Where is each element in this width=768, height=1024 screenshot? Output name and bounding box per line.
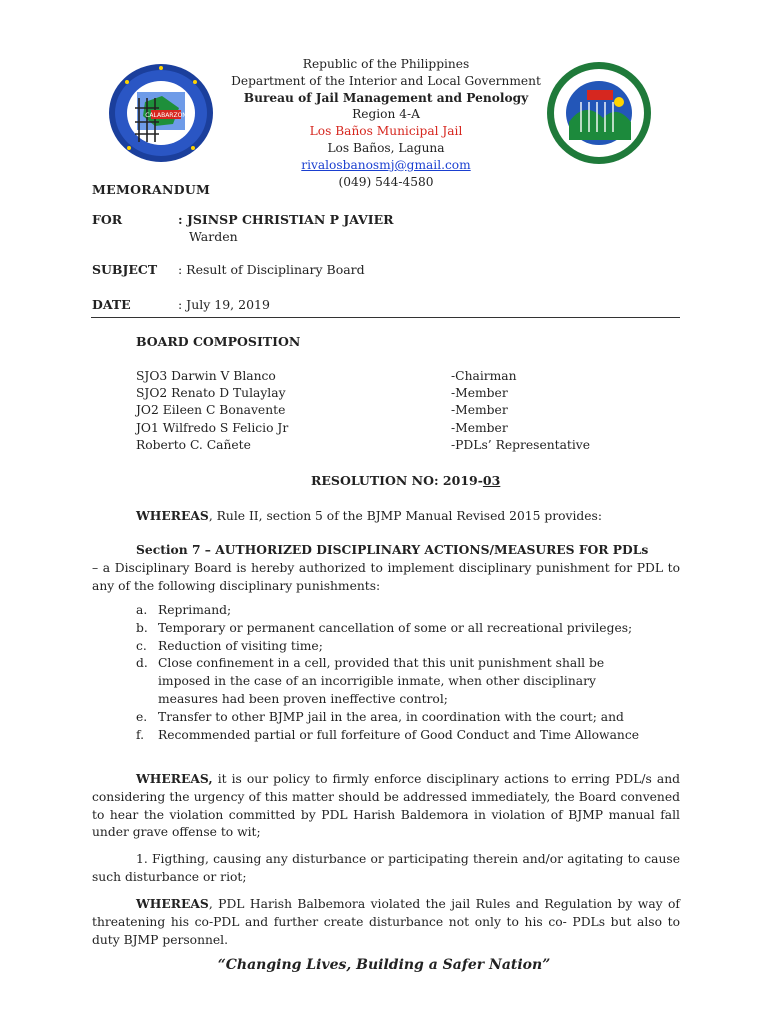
whereas-lead: WHEREAS bbox=[136, 508, 209, 523]
memo-title: MEMORANDUM bbox=[92, 182, 211, 197]
list-item: c. Reduction of visiting time; bbox=[136, 638, 323, 653]
for-label: FOR bbox=[92, 212, 123, 227]
whereas-lead: WHEREAS bbox=[136, 896, 209, 911]
whereas-paragraph-2 bbox=[92, 770, 680, 842]
list-item: b. Temporary or permanent cancellation of some or all recreational privileges; bbox=[136, 620, 633, 635]
resolution-value: 03 bbox=[482, 473, 501, 488]
subject-label: SUBJECT bbox=[92, 262, 158, 277]
member-role: -Member bbox=[451, 386, 508, 400]
member-role: -Member bbox=[451, 421, 508, 435]
resolution-number bbox=[311, 473, 500, 488]
whereas-text: it is our policy to firmly enforce disciplinary actions to erring PDL/s and considering the urgency of this matter should be addressed immediately, the Board convened to hear the violation committed by PDL Harish Baldemora in violation of BJMP manual fall under grave offense to wit; bbox=[92, 772, 680, 840]
list-item: f. Recommended partial or full forfeiture of Good Conduct and Time Allowance bbox=[136, 727, 639, 742]
member-name: SJO2 Renato D Tulaylay bbox=[136, 386, 286, 400]
date-label: DATE bbox=[92, 297, 131, 312]
jail-name-line: Los Baños Municipal Jail bbox=[309, 124, 463, 139]
region-line: Region 4-A bbox=[352, 107, 420, 122]
phone-line: (049) 544-4580 bbox=[338, 174, 434, 189]
member-role: -PDLs’ Representative bbox=[451, 438, 591, 452]
member-name: SJO3 Darwin V Blanco bbox=[136, 369, 276, 383]
offense-text: 1. Figthing, causing any disturbance or participating therein and/or agitating to cause such disturbance or riot; bbox=[92, 852, 680, 884]
subject-value: : Result of Disciplinary Board bbox=[178, 262, 365, 277]
for-value: : JSINSP CHRISTIAN P JAVIER bbox=[178, 212, 394, 227]
offense-paragraph bbox=[92, 851, 680, 887]
resolution-label: RESOLUTION NO: 2019- bbox=[311, 473, 483, 488]
list-item: d. Close confinement in a cell, provided that this unit punishment shall be imposed in the case of an incorrigible inmate, when other disciplinary measures had been proven ineffective control; bbox=[136, 656, 605, 706]
republic-line: Republic of the Philippines bbox=[302, 57, 470, 71]
member-name: JO1 Wilfredo S Felicio Jr bbox=[136, 421, 289, 435]
member-name: JO2 Eileen C Bonavente bbox=[136, 403, 286, 417]
date-value: : July 19, 2019 bbox=[178, 297, 270, 312]
section-7-paragraph bbox=[92, 541, 680, 595]
department-line: Department of the Interior and Local Government bbox=[231, 73, 541, 88]
whereas-text: , PDL Harish Balbemora violated the jail Rules and Regulation by way of threatening his co-PDL and further create disturbance not only to his co- PDLs but also to duty BJMP personnel. bbox=[92, 897, 680, 947]
punishment-list bbox=[136, 602, 656, 744]
member-role: -Chairman bbox=[451, 369, 517, 383]
member-name: Roberto C. Cañete bbox=[136, 438, 251, 452]
member-role: -Member bbox=[451, 403, 508, 417]
board-heading: BOARD COMPOSITION bbox=[136, 334, 301, 349]
whereas-paragraph-1 bbox=[92, 507, 680, 526]
section-7-text: – a Disciplinary Board is hereby authorized to implement disciplinary punishment for PDL to any of the following disciplinary punishments: bbox=[92, 560, 680, 593]
list-item: e. Transfer to other BJMP jail in the area, in coordination with the court; and bbox=[136, 709, 624, 724]
bjmp-region-seal-icon bbox=[107, 62, 215, 164]
header-divider bbox=[91, 317, 680, 318]
whereas-text: , Rule II, section 5 of the BJMP Manual Revised 2015 provides: bbox=[208, 509, 602, 523]
email-link[interactable]: rivalosbanosmj@gmail.com bbox=[301, 157, 471, 172]
for-position: Warden bbox=[189, 229, 238, 244]
calabarzon-label: CALABARZON bbox=[145, 112, 187, 119]
section-7-title: Section 7 – AUTHORIZED DISCIPLINARY ACTIONS/MEASURES FOR PDLs bbox=[136, 542, 649, 557]
whereas-paragraph-3 bbox=[92, 895, 680, 949]
bureau-line: Bureau of Jail Management and Penology bbox=[243, 90, 529, 105]
footer-motto: “Changing Lives, Building a Safer Nation” bbox=[217, 957, 551, 973]
location-line: Los Baños, Laguna bbox=[327, 140, 445, 155]
whereas-lead: WHEREAS, bbox=[136, 771, 213, 786]
list-item: a. Reprimand; bbox=[136, 603, 232, 617]
letterhead bbox=[200, 56, 572, 190]
